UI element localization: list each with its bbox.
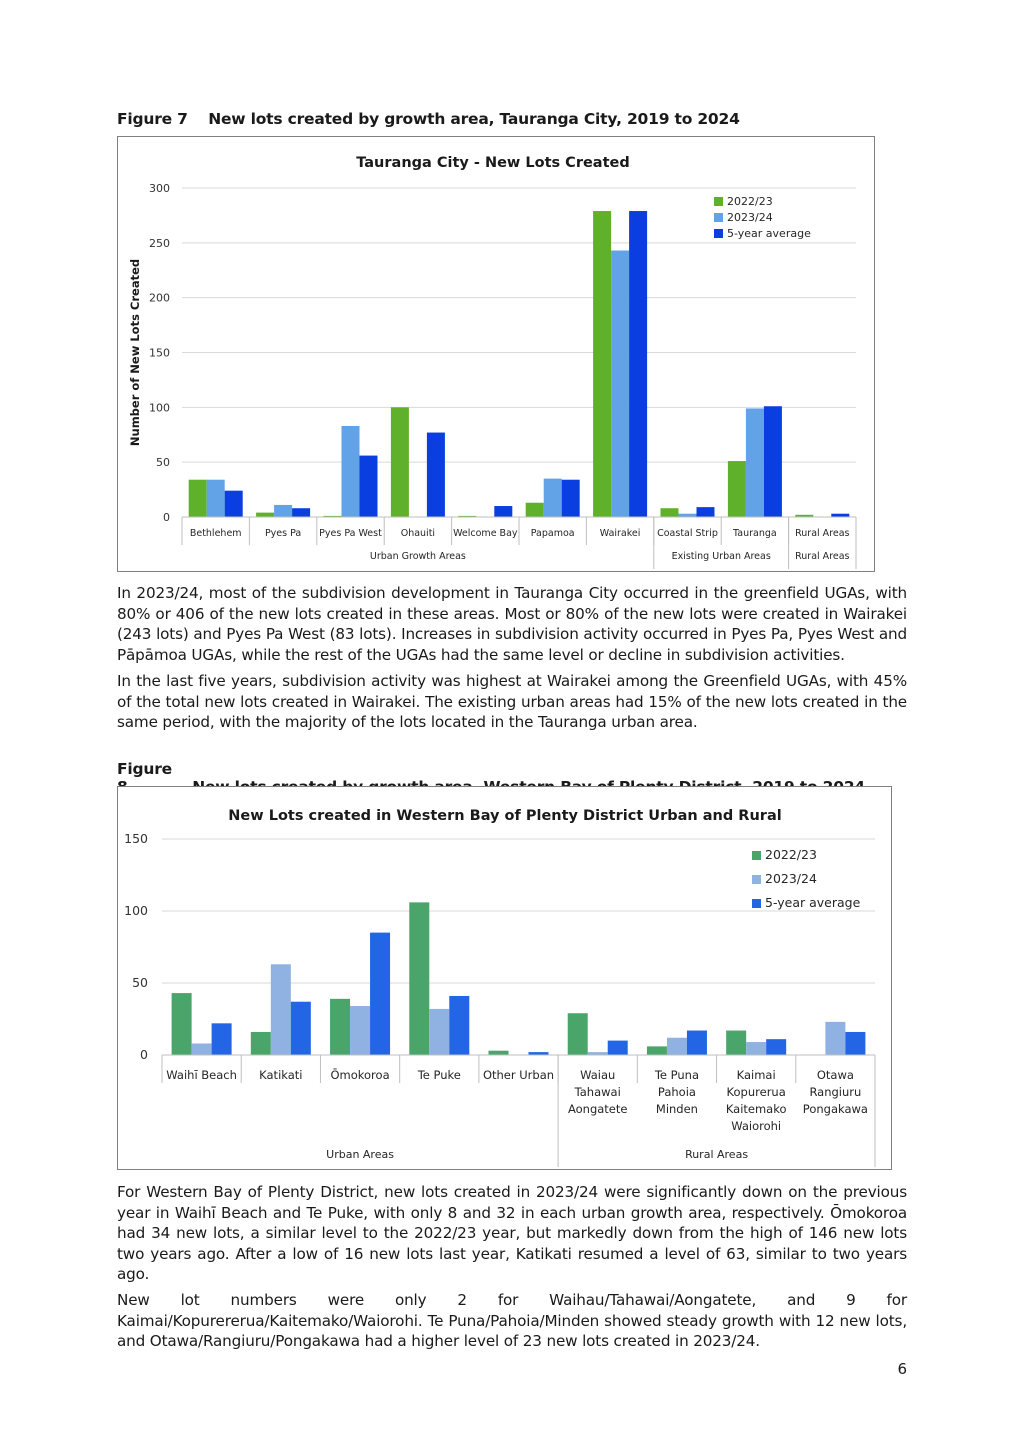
bar-2023-24	[271, 964, 291, 1055]
category-label: Ōmokoroa	[330, 1068, 390, 1082]
bar-2022-23	[526, 503, 544, 517]
bar-5-year-average	[291, 1002, 311, 1055]
category-label: Wairakei	[599, 528, 641, 539]
category-label: Katikati	[259, 1068, 303, 1082]
group-label: Urban Areas	[326, 1148, 394, 1161]
category-label: Te Puke	[417, 1068, 461, 1082]
legend-label: 5-year average	[727, 227, 811, 240]
category-label: Aongatete	[567, 1102, 628, 1116]
chart-title: Tauranga City - New Lots Created	[356, 155, 630, 171]
legend-label: 5-year average	[765, 895, 861, 910]
paragraph-2: In the last five years, subdivision activity was highest at Wairakei among the Greenfield UGAs, with 45% of the total new lots created in Wairakei. The existing urban areas had 15% of the new lots created in the same period, with the majority of the lots located in the Tauranga urban area.	[117, 672, 907, 731]
figure-7-chart-svg	[118, 137, 874, 571]
group-label: Rural Areas	[795, 551, 850, 562]
y-tick-label: 250	[149, 236, 170, 250]
bar-2023-24	[350, 1006, 370, 1055]
bar-2023-24	[611, 251, 629, 517]
bar-5-year-average	[764, 406, 782, 517]
category-label: Otawa	[816, 1068, 854, 1082]
category-label: Minden	[655, 1102, 698, 1116]
category-label: Other Urban	[482, 1068, 555, 1082]
bar-2022-23	[256, 513, 274, 517]
bar-2022-23	[189, 480, 207, 517]
group-label: Existing Urban Areas	[671, 551, 771, 562]
y-tick-label: 150	[149, 346, 170, 360]
bar-5-year-average	[494, 506, 512, 517]
legend-label: 2022/23	[727, 195, 773, 208]
legend-swatch	[752, 851, 761, 860]
bar-2023-24	[746, 1042, 766, 1055]
paragraph-1: In 2023/24, most of the subdivision development in Tauranga City occurred in the greenfield UGAs, with 80% or 406 of the new lots created in these areas. Most or 80% of the new lots were created in Wairakei (243 lots) and Pyes Pa West (83 lots). Increases in subdivision activity occurred in Pyes Pa, Pyes West and Pāpāmoa UGAs, while the rest of the UGAs had the same level or decline in subdivision activities.	[117, 584, 907, 664]
category-label: Waiorohi	[731, 1119, 782, 1133]
legend-swatch	[752, 875, 761, 884]
bar-2022-23	[661, 508, 679, 517]
category-label: Kaitemako	[725, 1102, 787, 1116]
legend-label: 2023/24	[727, 211, 773, 224]
legend-swatch	[714, 229, 723, 238]
category-label: Bethlehem	[189, 528, 242, 539]
bar-2022-23	[647, 1046, 667, 1055]
category-label: Kopurerua	[726, 1085, 786, 1099]
category-label: Te Puna	[654, 1068, 700, 1082]
figure-7-caption	[117, 110, 740, 128]
bar-2022-23	[726, 1031, 746, 1055]
category-label: Welcome Bay	[453, 528, 518, 539]
y-tick-label: 100	[149, 401, 170, 415]
category-label: Tauranga	[733, 528, 777, 539]
category-label: Coastal Strip	[657, 528, 718, 539]
y-tick-label: 150	[124, 831, 148, 846]
category-label: Pyes Pa West	[319, 528, 382, 539]
category-label: Waihī Beach	[166, 1068, 237, 1082]
bar-2022-23	[172, 993, 192, 1055]
category-label: Ohauiti	[400, 528, 436, 539]
bar-2023-24	[746, 408, 764, 517]
bar-2023-24	[192, 1043, 212, 1055]
bar-2022-23	[409, 902, 429, 1055]
bar-2023-24	[429, 1009, 449, 1055]
bar-5-year-average	[687, 1031, 707, 1055]
bar-5-year-average	[629, 211, 647, 517]
bar-2023-24	[342, 426, 360, 517]
chart-title: New Lots created in Western Bay of Plenty District Urban and Rural	[228, 808, 782, 824]
category-label: Pyes Pa	[264, 528, 302, 539]
bar-2023-24	[544, 479, 562, 517]
legend-swatch	[752, 899, 761, 908]
bar-2022-23	[251, 1032, 271, 1055]
y-tick-label: 50	[132, 975, 148, 990]
y-axis-label: Number of New Lots Created	[128, 258, 142, 447]
bar-2022-23	[391, 407, 409, 517]
category-label: Pahoia	[657, 1085, 696, 1099]
category-label: Rural Areas	[795, 528, 850, 539]
category-label: Papamoa	[530, 528, 575, 539]
category-label: Rangiuru	[809, 1085, 862, 1099]
group-label: Rural Areas	[685, 1148, 749, 1161]
paragraph-4: New lot numbers were only 2 for Waihau/Tahawai/Aongatete, and 9 for Kaimai/Kopurererua/Kaitemako/Waiorohi. Te Puna/Pahoia/Minden showed steady growth with 12 new lots, and Otawa/Rangiuru/Pongakawa had a higher level of 23 new lots created in 2023/24.	[117, 1291, 907, 1350]
category-label: Waiau	[580, 1068, 616, 1082]
figure-8-number: Figure	[117, 760, 172, 778]
y-tick-label: 200	[149, 291, 170, 305]
bar-5-year-average	[697, 507, 715, 517]
paragraph-3: For Western Bay of Plenty District, new lots created in 2023/24 were significantly down on the previous year in Waihī Beach and Te Puke, with only 8 and 32 in each urban growth area, respectively. Ōmokoroa had 34 new lots, a similar level to the 2022/23 year, but markedly down from the high of 146 new lots two years ago. After a low of 16 new lots last year, Katikati resumed a level of 63, similar to two years ago.	[117, 1183, 907, 1283]
category-label: Pongakawa	[802, 1102, 868, 1116]
bar-5-year-average	[360, 456, 378, 517]
bar-5-year-average	[766, 1039, 786, 1055]
figure-8-chart	[117, 786, 892, 1170]
figure-8-chart-svg	[118, 787, 891, 1169]
y-tick-label: 100	[124, 903, 148, 918]
legend-label: 2022/23	[765, 847, 817, 862]
bar-5-year-average	[427, 433, 445, 517]
legend-swatch	[714, 213, 723, 222]
figure-7-chart	[117, 136, 875, 572]
bar-5-year-average	[212, 1023, 232, 1055]
bar-2022-23	[593, 211, 611, 517]
figure-7-title: New lots created by growth area, Tauranga City, 2019 to 2024	[208, 110, 740, 128]
legend-label: 2023/24	[765, 871, 817, 886]
bar-2023-24	[274, 505, 292, 517]
bar-5-year-average	[449, 996, 469, 1055]
bar-2023-24	[207, 480, 225, 517]
figure-7-number: Figure 7	[117, 110, 188, 128]
bar-5-year-average	[292, 508, 310, 517]
category-label: Kaimai	[736, 1068, 776, 1082]
bar-5-year-average	[562, 480, 580, 517]
bar-2023-24	[825, 1022, 845, 1055]
bar-2022-23	[728, 461, 746, 517]
bar-5-year-average	[225, 491, 243, 517]
bar-5-year-average	[608, 1041, 628, 1055]
y-tick-label: 0	[163, 511, 170, 524]
bar-5-year-average	[370, 933, 390, 1055]
bar-2022-23	[330, 999, 350, 1055]
group-label: Urban Growth Areas	[369, 551, 466, 562]
legend-swatch	[714, 197, 723, 206]
bar-2022-23	[568, 1013, 588, 1055]
category-label: Tahawai	[574, 1085, 621, 1099]
y-tick-label: 50	[156, 456, 170, 470]
bar-2022-23	[489, 1051, 509, 1055]
y-tick-label: 300	[149, 182, 170, 195]
bar-5-year-average	[845, 1032, 865, 1055]
y-tick-label: 0	[140, 1047, 148, 1062]
bar-2023-24	[667, 1038, 687, 1055]
page-number: 6	[897, 1360, 907, 1378]
